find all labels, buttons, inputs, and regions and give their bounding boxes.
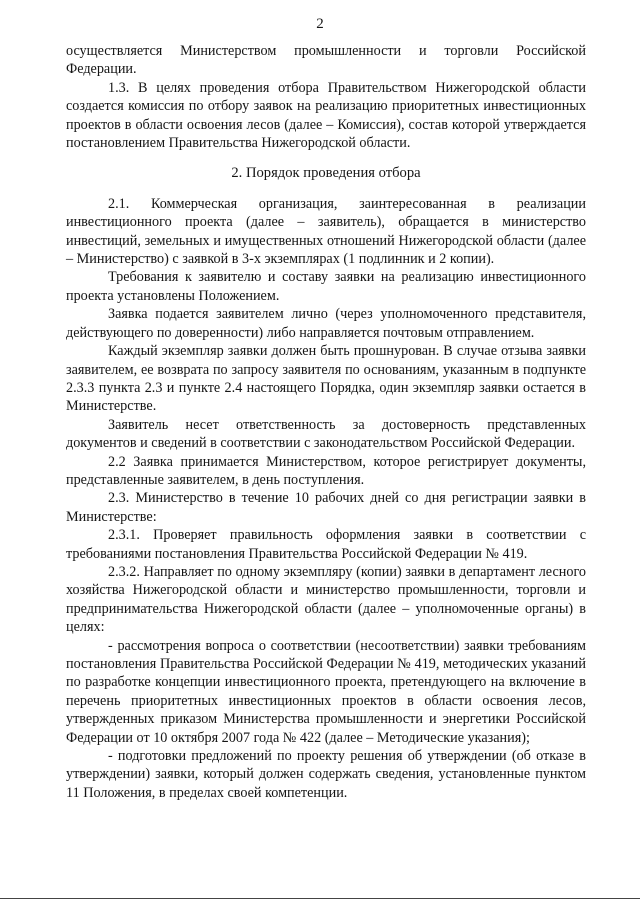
list-item-purpose-2: - подготовки предложений по проекту решения об утверждении (об отказе в утверждении) заявки, который должен содержать сведения, установленные пунктом 11 Положения, в пределах своей компетенции. xyxy=(66,748,586,801)
paragraph-2-1: 2.1. Коммерческая организация, заинтересованная в реализации инвестиционного проекта (далее – заявитель), обращается в министерство инвестиций, земельных и имущественных отношений Нижегородской области (далее – Министерство) с заявкой в 3-х экземплярах (1 подлинник и 2 копии). xyxy=(66,195,586,268)
page-bottom-edge xyxy=(0,898,640,899)
paragraph-1-3: 1.3. В целях проведения отбора Правительством Нижегородской области создается комиссия по отбору заявок на реализацию приоритетных инвестиционных проектов в области освоения лесов (далее – Комиссия), состав которой утверждается постановлением Правительства Нижегородской области. xyxy=(66,79,586,152)
paragraph-requirements: Требования к заявителю и составу заявки на реализацию инвестиционного проекта установлены Положением. xyxy=(66,269,586,304)
paragraph-2-3-1: 2.3.1. Проверяет правильность оформления заявки в соответствии с требованиями постановления Правительства Российской Федерации № 419. xyxy=(66,527,586,562)
page-number: 2 xyxy=(316,16,324,32)
paragraph-copies: Каждый экземпляр заявки должен быть прошнурован. В случае отзыва заявки заявителем, ее возврата по запросу заявителя по основаниям, указанным в подпункте 2.3.3 пункта 2.3 и пункте 2.4 настоящего Порядка, один экземпляр заявки остается в Министерстве. xyxy=(66,343,586,415)
paragraph-responsibility: Заявитель несет ответственность за достоверность представленных документов и сведений в соответствии с законодательством Российской Федерации. xyxy=(66,416,586,452)
list-item-purpose-1: - рассмотрения вопроса о соответствии (несоответствии) заявки требованиям постановления Правительства Российской Федерации № 419, методических указаний по разработке концепции инвестиционного проекта, претендующего на включение в перечень приоритетных инвестиционных проектов в области освоения лесов, утвержденных приказом Министерства промышленности и энергетики Российской Федерации от 10 октября 2007 года № 422 (далее – Методические указания); xyxy=(66,637,586,746)
paragraph-2-2: 2.2 Заявка принимается Министерством, которое регистрирует документы, представленные заявителем, в день поступления. xyxy=(66,453,586,488)
paragraph-submission: Заявка подается заявителем лично (через уполномоченного представителя, действующего по доверенности) либо направляется почтовым отправлением. xyxy=(66,306,586,341)
document-body xyxy=(66,42,586,802)
section-2-heading: 2. Порядок проведения отбора xyxy=(231,165,421,182)
paragraph-2-3: 2.3. Министерство в течение 10 рабочих дней со дня регистрации заявки в Министерстве: xyxy=(66,490,586,525)
paragraph-2-3-2: 2.3.2. Направляет по одному экземпляру (копии) заявки в департамент лесного хозяйства Нижегородской области и министерство промышленности, торговли и предпринимательства Нижегородской области (далее – уполномоченные органы) в целях: xyxy=(66,563,586,636)
paragraph-1-2-continuation: осуществляется Министерством промышленности и торговли Российской Федерации. xyxy=(66,43,586,78)
